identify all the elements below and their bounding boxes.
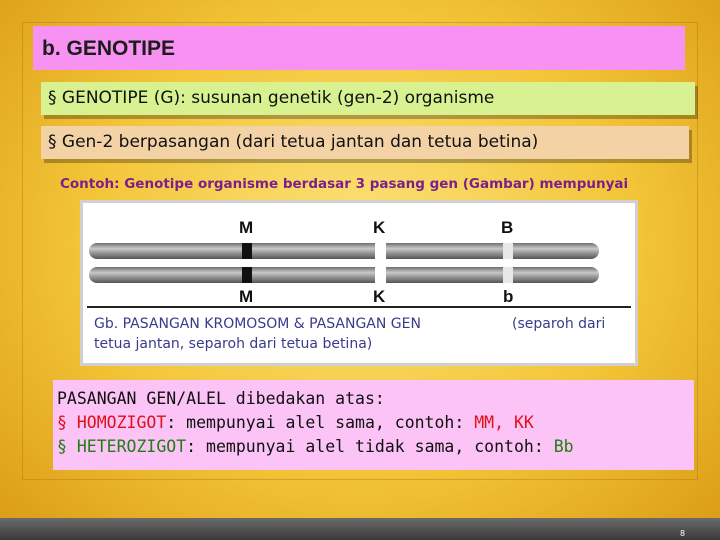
homozigot-term: HOMOZIGOT <box>76 413 167 432</box>
homozigot-line <box>57 411 694 435</box>
locus-k-lower <box>375 267 386 283</box>
homozigot-bullet: § <box>57 413 77 432</box>
locus-m-lower <box>242 267 252 283</box>
pasangan-heading: PASANGAN GEN/ALEL dibedakan atas: <box>57 389 385 408</box>
pasangan-gen-box <box>53 380 694 470</box>
upper-chromosome <box>89 243 599 259</box>
label-b-bottom: b <box>503 287 514 306</box>
locus-k-upper <box>375 243 386 259</box>
footer-bar <box>0 518 720 540</box>
figure-caption-line1: Gb. PASANGAN KROMOSOM & PASANGAN GEN <box>94 316 421 332</box>
contoh-text: Contoh: Genotipe organisme berdasar 3 pasang gen (Gambar) mempunyai <box>60 176 629 192</box>
heterozigot-term: HETEROZIGOT <box>76 437 187 456</box>
heterozigot-line <box>57 435 694 459</box>
label-k-bottom: K <box>373 287 386 306</box>
homozigot-text: : mempunyai alel sama, contoh: <box>166 413 475 432</box>
lower-chromosome <box>89 267 599 283</box>
figure-caption-right: (separoh dari <box>512 316 606 332</box>
page-number: 8 <box>680 529 686 538</box>
gen-berpasangan-bullet: § Gen-2 berpasangan (dari tetua jantan dan tetua betina) <box>41 126 689 159</box>
label-b-top: B <box>501 218 514 237</box>
heterozigot-example: Bb <box>553 437 574 456</box>
heterozigot-bullet: § <box>57 437 77 456</box>
label-m-top: M <box>239 218 254 237</box>
label-m-bottom: M <box>239 287 254 306</box>
homozigot-example: MM, KK <box>474 413 534 432</box>
heterozigot-text: : mempunyai alel tidak sama, contoh: <box>186 437 554 456</box>
slide-title: b. GENOTIPE <box>33 26 685 70</box>
label-k-top: K <box>373 218 386 237</box>
genotipe-definition-bullet: § GENOTIPE (G): susunan genetik (gen-2) organisme <box>41 82 695 115</box>
figure-caption-line2: tetua jantan, separoh dari tetua betina) <box>94 336 373 352</box>
locus-b-lower <box>503 267 513 283</box>
locus-b-upper <box>503 243 513 259</box>
locus-m-upper <box>242 243 252 259</box>
